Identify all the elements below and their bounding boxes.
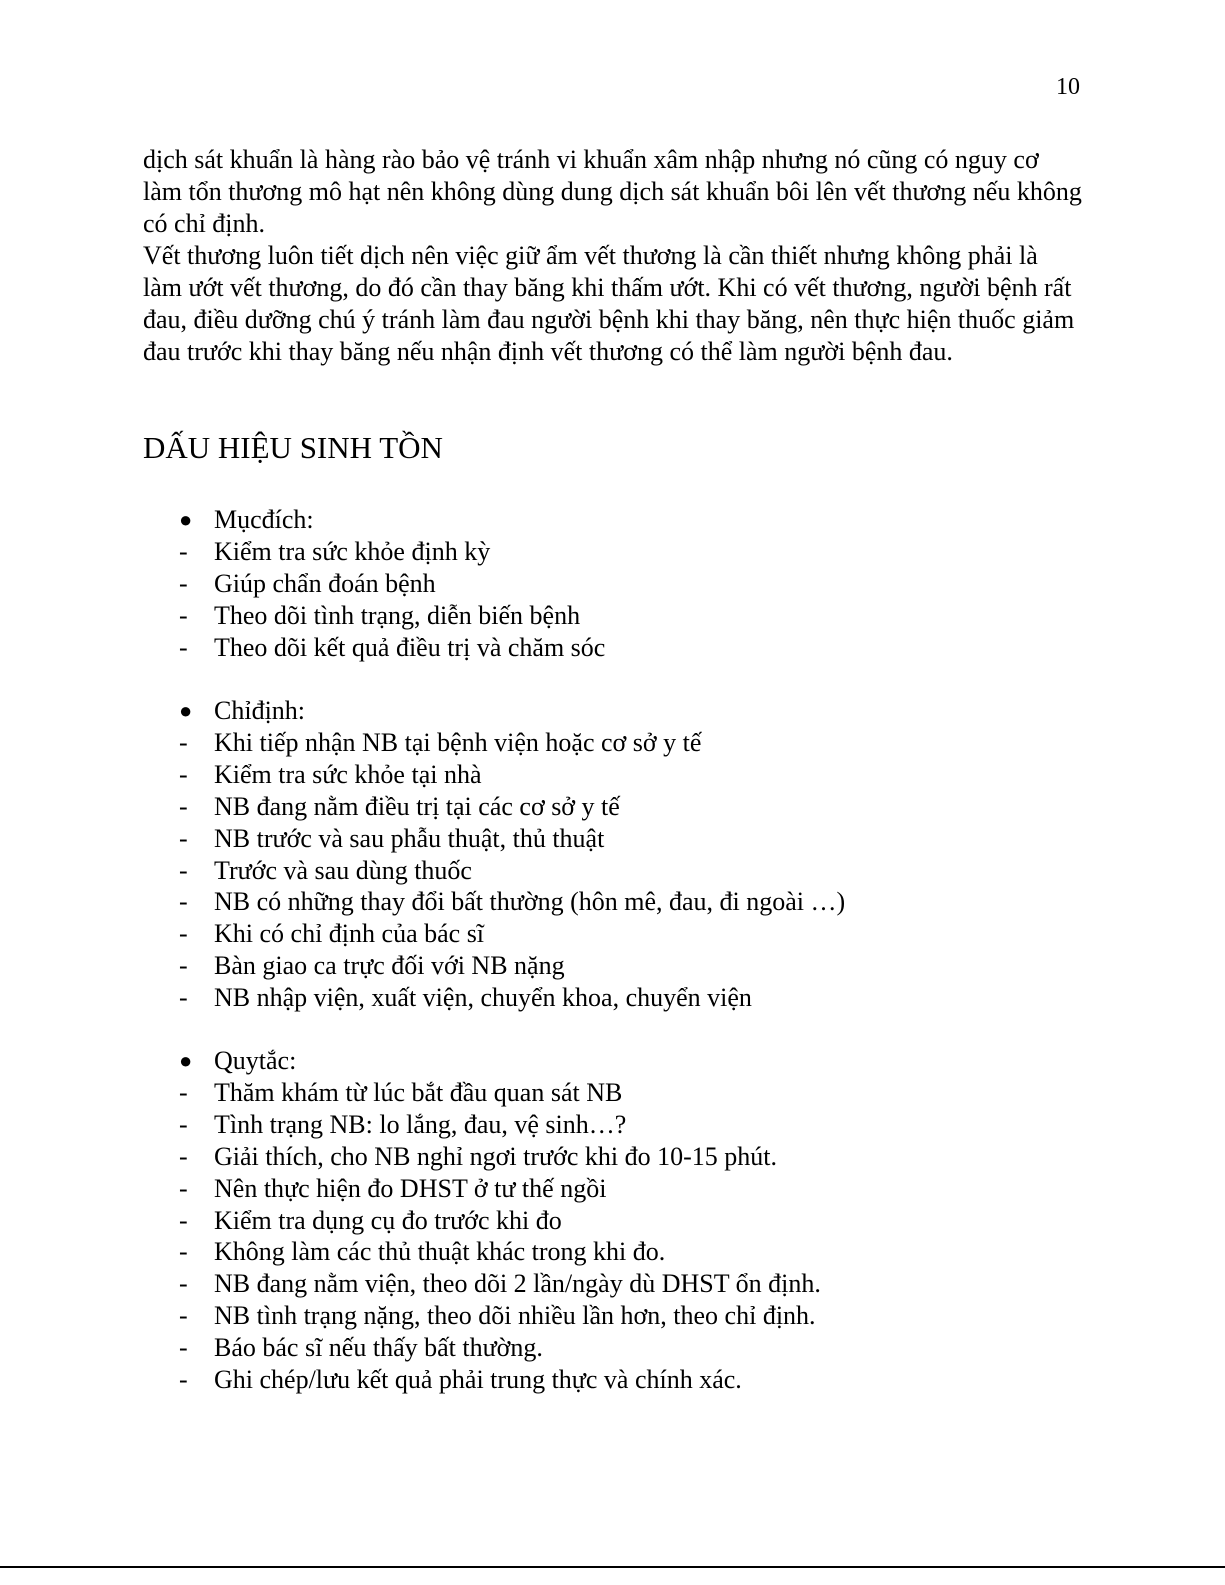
dash-icon: - — [179, 568, 188, 598]
item-label: NB trước và sau phẫu thuật, thủ thuật — [214, 823, 605, 853]
list-item — [176, 918, 1096, 950]
item-label: Ghi chép/lưu kết quả phải trung thực và chính xác. — [214, 1365, 742, 1395]
paragraph-2: Vết thương luôn tiết dịch nên việc giữ ẩm vết thương là cần thiết nhưng không phải là làm ướt vết thương, do đó cần thay băng khi thấm ướt. Khi có vết thương, người bệnh rất đau, điều dưỡng chú ý tránh làm đau người bệnh khi thay băng, nên thực hiện thuốc giảm đau trước khi thay băng nếu nhận định vết thương có thể làm người bệnh đau. — [143, 241, 1075, 366]
dash-icon: - — [179, 1077, 188, 1107]
rules-heading — [176, 1045, 1096, 1077]
list-item — [176, 950, 1096, 982]
heading-label: Quytắc: — [214, 1046, 297, 1075]
dash-icon: - — [179, 1269, 188, 1299]
bottom-border — [0, 1566, 1225, 1568]
list-item — [176, 855, 1096, 887]
item-label: NB có những thay đổi bất thường (hôn mê, đau, đi ngoài …) — [214, 887, 846, 917]
dash-icon: - — [179, 855, 188, 885]
dash-icon: - — [179, 1109, 188, 1139]
item-label: Khi có chỉ định của bác sĩ — [214, 919, 485, 949]
list-item — [176, 1205, 1096, 1237]
list-item — [176, 600, 1096, 632]
list-item — [176, 1332, 1096, 1364]
item-label: Kiểm tra dụng cụ đo trước khi đo — [214, 1205, 562, 1235]
item-label: NB đang nằm viện, theo dõi 2 lần/ngày dù DHST ổn định. — [214, 1269, 821, 1299]
purpose-heading — [176, 504, 1096, 536]
item-label: NB nhập viện, xuất viện, chuyển khoa, chuyển viện — [214, 983, 752, 1013]
dash-icon: - — [179, 1141, 188, 1171]
dash-icon: - — [179, 759, 188, 789]
item-label: Bàn giao ca trực đối với NB nặng — [214, 951, 565, 981]
list-item — [176, 632, 1096, 664]
heading-label: Mụcđích: — [214, 505, 314, 534]
item-label: Khi tiếp nhận NB tại bệnh viện hoặc cơ sở y tế — [214, 727, 702, 757]
item-label: NB đang nằm điều trị tại các cơ sở y tế — [214, 791, 620, 821]
bullet-icon: ● — [179, 507, 193, 532]
page-number: 10 — [1056, 74, 1080, 100]
dash-icon: - — [179, 791, 188, 821]
item-label: Giải thích, cho NB nghỉ ngơi trước khi đo 10-15 phút. — [214, 1141, 777, 1171]
bullet-icon: ● — [179, 1048, 193, 1073]
item-label: Báo bác sĩ nếu thấy bất thường. — [214, 1333, 543, 1363]
list-item — [176, 759, 1096, 791]
dash-icon: - — [179, 951, 188, 981]
list-item — [176, 568, 1096, 600]
item-label: Theo dõi tình trạng, diễn biến bệnh — [214, 600, 581, 630]
list-item — [176, 1109, 1096, 1141]
list-item — [176, 536, 1096, 568]
list-item — [176, 1141, 1096, 1173]
item-label: Kiểm tra sức khỏe tại nhà — [214, 759, 482, 789]
dash-icon: - — [179, 823, 188, 853]
indication-heading — [176, 695, 1096, 727]
item-label: Nên thực hiện đo DHST ở tư thế ngồi — [214, 1173, 607, 1203]
list-item — [176, 823, 1096, 855]
item-label: Kiểm tra sức khỏe định kỳ — [214, 536, 491, 566]
section-title: DẤU HIỆU SINH TỒN — [143, 430, 443, 465]
item-label: Không làm các thủ thuật khác trong khi đo. — [214, 1237, 666, 1267]
item-label: Tình trạng NB: lo lắng, đau, vệ sinh…? — [214, 1109, 627, 1139]
list-item — [176, 791, 1096, 823]
indication-list — [176, 695, 1096, 1014]
rules-list — [176, 1045, 1096, 1396]
dash-icon: - — [179, 1173, 188, 1203]
heading-label: Chỉđịnh: — [214, 696, 306, 725]
dash-icon: - — [179, 919, 188, 949]
item-label: Giúp chẩn đoán bệnh — [214, 568, 436, 598]
dash-icon: - — [179, 1205, 188, 1235]
list-item — [176, 1364, 1096, 1396]
dash-icon: - — [179, 1333, 188, 1363]
dash-icon: - — [179, 983, 188, 1013]
dash-icon: - — [179, 600, 188, 630]
item-label: NB tình trạng nặng, theo dõi nhiều lần hơn, theo chỉ định. — [214, 1301, 816, 1331]
list-item — [176, 886, 1096, 918]
list-item — [176, 727, 1096, 759]
list-item — [176, 1077, 1096, 1109]
list-item — [176, 982, 1096, 1014]
dash-icon: - — [179, 727, 188, 757]
dash-icon: - — [179, 536, 188, 566]
dash-icon: - — [179, 887, 188, 917]
item-label: Theo dõi kết quả điều trị và chăm sóc — [214, 632, 606, 662]
bullet-icon: ● — [179, 698, 193, 723]
dash-icon: - — [179, 632, 188, 662]
list-item — [176, 1236, 1096, 1268]
dash-icon: - — [179, 1365, 188, 1395]
purpose-list — [176, 504, 1096, 664]
dash-icon: - — [179, 1237, 188, 1267]
item-label: Thăm khám từ lúc bắt đầu quan sát NB — [214, 1077, 623, 1107]
intro-text — [143, 144, 1083, 368]
paragraph-1: dịch sát khuẩn là hàng rào bảo vệ tránh vi khuẩn xâm nhập nhưng nó cũng có nguy cơ làm tổn thương mô hạt nên không dùng dung dịch sát khuẩn bôi lên vết thương nếu không có chỉ định. — [143, 145, 1082, 238]
list-item — [176, 1173, 1096, 1205]
item-label: Trước và sau dùng thuốc — [214, 855, 472, 885]
list-item — [176, 1300, 1096, 1332]
list-item — [176, 1268, 1096, 1300]
dash-icon: - — [179, 1301, 188, 1331]
